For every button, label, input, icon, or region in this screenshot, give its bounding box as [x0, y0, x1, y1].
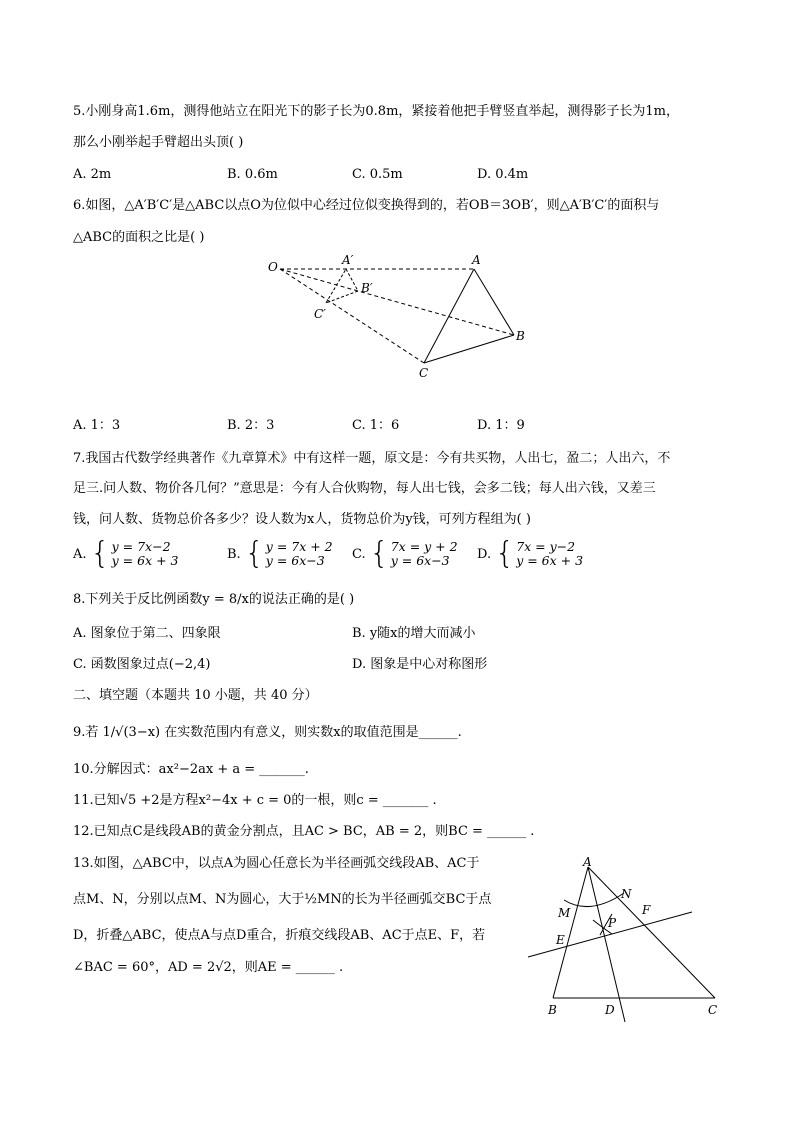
- brace-icon: {: [495, 536, 515, 571]
- q6-figure: [260, 250, 540, 385]
- q7-option-a-label: A.: [73, 546, 87, 562]
- q7-line1: 7.我国古代数学经典著作《九章算术》中有这样一题，原文是：今有共买物，人出七，盈二；人出六，不: [73, 451, 671, 466]
- q6-label-a1: A′: [342, 253, 354, 267]
- q7-option-c-label: C.: [352, 546, 366, 562]
- q6-side-bc: [424, 335, 514, 363]
- q5-option-b: B. 0.6m: [227, 167, 278, 182]
- q13-line3: D，折叠△ABC，使点A与点D重合，折痕交线段AB、AC于点E、F，若: [73, 928, 486, 943]
- q13-label-m: M: [558, 906, 571, 920]
- q13-label-f: F: [642, 903, 651, 917]
- q6-label-b1: B′: [361, 281, 373, 295]
- q8-line: 8.下列关于反比例函数y = 8/x的说法正确的是( ): [73, 592, 355, 607]
- q9-line: 9.若 1/√(3−x) 在实数范围内有意义，则实数x的取值范围是______.: [73, 725, 462, 740]
- q6-label-o: O: [268, 260, 278, 274]
- q6-small-b1c1: [326, 291, 358, 303]
- q6-option-c: C. 1：6: [352, 418, 400, 433]
- q7-option-b-label: B.: [227, 546, 241, 562]
- q13-label-a: A: [583, 855, 592, 869]
- section-heading-fill-in: 二、填空题（本题共 10 小题，共 40 分）: [73, 688, 318, 703]
- brace-icon: {: [369, 536, 389, 571]
- q8-option-d: D. 图象是中心对称图形: [352, 657, 488, 672]
- q7-option-d-eq1: 7x = y−2: [516, 539, 576, 554]
- q5-option-c: C. 0.5m: [352, 167, 403, 182]
- q13-line2: 点M、N，分别以点M、N为圆心，大于½MN的长为半径画弧交BC于点: [73, 892, 492, 907]
- q12-line: 12.已知点C是线段AB的黄金分割点，且AC > BC，AB = 2，则BC = ______ .: [73, 824, 535, 839]
- q10-line: 10.分解因式：ax²−2ax + a = _______.: [73, 762, 309, 777]
- q6-ray-oc: [280, 269, 424, 363]
- q5-line1: 5.小刚身高1.6m，测得他站立在阳光下的影子长为0.8m，紧接着他把手臂竖直举起，测得影子长为1m，: [73, 104, 680, 119]
- q6-small-c1a1: [326, 269, 346, 303]
- q8-option-a: A. 图象位于第二、四象限: [73, 626, 221, 641]
- q5-option-d: D. 0.4m: [477, 167, 529, 182]
- q13-label-c: C: [708, 1003, 718, 1017]
- q7-option-b-eq2: y = 6x−3: [265, 553, 325, 568]
- q13-bisector-ad: [588, 867, 625, 1022]
- brace-icon: {: [90, 536, 110, 571]
- q7-line3: 钱，问人数、货物总价各多少？设人数为x人，货物总价为y钱，可列方程组为( ): [73, 512, 531, 527]
- q6-line1: 6.如图，△A′B′C′是△ABC以点O为位似中心经过位似变换得到的，若OB＝3OB′，则△A′B′C′的面积与: [73, 198, 660, 213]
- q5-option-a: A. 2m: [73, 167, 112, 182]
- q13-line1: 13.如图，△ABC中，以点A为圆心任意长为半径画弧交线段AB、AC于: [73, 856, 480, 871]
- q6-line2: △ABC的面积之比是( ): [73, 230, 205, 245]
- q6-label-c: C: [419, 366, 429, 380]
- q13-label-b: B: [548, 1003, 557, 1017]
- q6-label-a: A: [472, 253, 481, 267]
- q13-label-e: E: [556, 933, 565, 947]
- q8-option-c: C. 函数图象过点(−2,4): [73, 657, 211, 672]
- q6-option-d: D. 1：9: [477, 418, 525, 433]
- q7-option-a-eq1: y = 7x−2: [111, 539, 171, 554]
- q7-option-c: [352, 536, 458, 571]
- q11-line: 11.已知√5 +2是方程x²−4x + c = 0的一根，则c = _______ .: [73, 793, 437, 808]
- q7-option-a-eq2: y = 6x + 3: [111, 553, 179, 568]
- q13-side-ac: [588, 867, 715, 998]
- q6-option-b: B. 2：3: [227, 418, 275, 433]
- q7-line2: 足三.问人数、物价各几何？”意思是：今有人合伙购物，每人出七钱，会多二钱；每人出六钱，又差三: [73, 481, 656, 496]
- q13-label-p: P: [608, 916, 617, 930]
- q13-figure: [520, 850, 730, 1025]
- q13-label-d: D: [605, 1003, 615, 1017]
- q7-option-d: [477, 536, 584, 571]
- q5-line2: 那么小刚举起手臂超出头顶( ): [73, 135, 244, 150]
- q6-label-b: B: [516, 329, 525, 343]
- brace-icon: {: [244, 536, 264, 571]
- q7-option-d-label: D.: [477, 546, 492, 562]
- q7-option-b: [227, 536, 333, 571]
- q7-option-c-eq1: 7x = y + 2: [390, 539, 458, 554]
- q7-option-d-eq2: y = 6x + 3: [516, 553, 584, 568]
- q6-label-c1: C′: [314, 307, 326, 321]
- q7-option-a: [73, 536, 179, 571]
- q6-side-ab: [474, 269, 514, 335]
- q6-side-ca: [424, 269, 474, 363]
- q8-option-b: B. y随x的增大而减小: [352, 626, 476, 641]
- q13-label-n: N: [621, 887, 632, 901]
- q7-option-c-eq2: y = 6x−3: [390, 553, 450, 568]
- q6-ray-ob: [280, 269, 514, 335]
- q7-option-b-eq1: y = 7x + 2: [265, 539, 333, 554]
- q6-option-a: A. 1：3: [73, 418, 121, 433]
- q13-line4: ∠BAC = 60°，AD = 2√2，则AE = ______ .: [73, 960, 344, 975]
